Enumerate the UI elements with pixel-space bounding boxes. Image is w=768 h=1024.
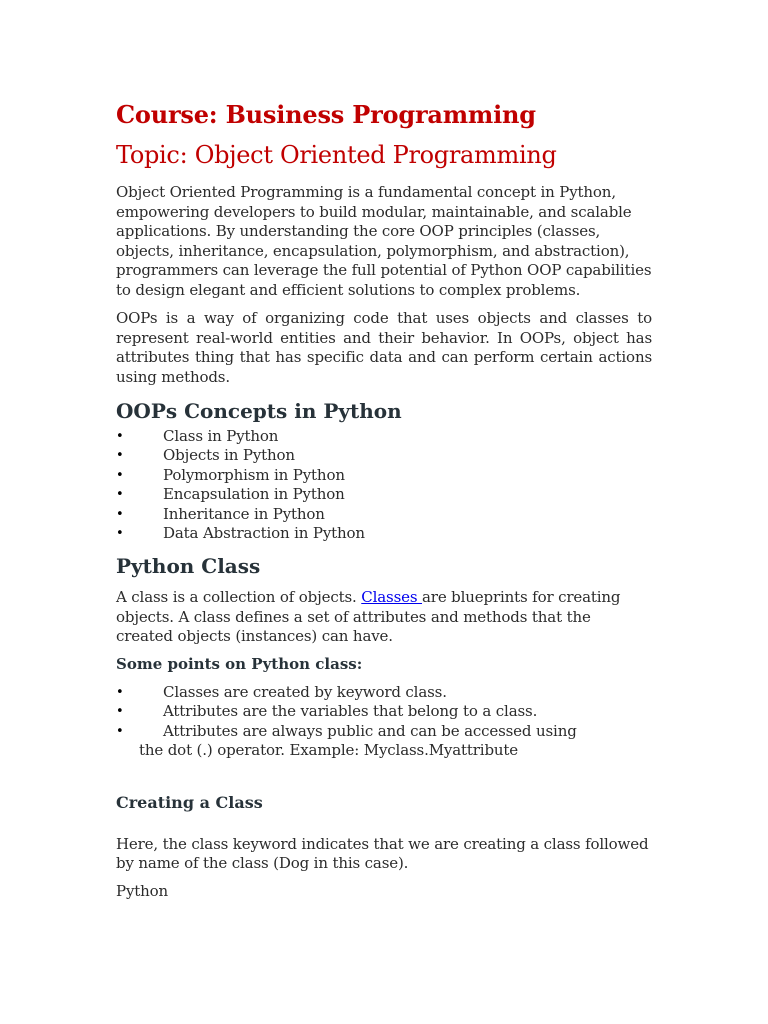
class-def-text-rest: are blueprints for creating objects. A class defines a set of attributes and methods that the created objects (instances) can have. xyxy=(116,588,621,646)
list-item-line: the dot (.) operator. Example: Myclass.Myattribute xyxy=(139,741,519,760)
some-points-heading: Some points on Python class: xyxy=(116,654,363,673)
python-label: Python xyxy=(116,881,169,900)
course-title: Course: Business Programming xyxy=(116,100,536,129)
intro-paragraph: Object Oriented Programming is a fundamental concept in Python, empowering developers to build modular, maintainable, and scalable applications. By understanding the core OOP principles (classes, objects, inheritance, encapsulation, polymorphism, and abstraction), programmers can leverage the full potential of Python OOP capabilities to design elegant and efficient solutions to complex problems. xyxy=(116,183,652,299)
list-item: • Inheritance in Python xyxy=(116,505,652,524)
list-item xyxy=(116,722,652,761)
oops-paragraph: OOPs is a way of organizing code that uses objects and classes to represent real-world entities and their behavior. In OOPs, object has attributes thing that has specific data and can perform certain actions using methods. xyxy=(116,309,652,386)
list-item: • Class in Python xyxy=(116,427,652,446)
class-definition-paragraph xyxy=(116,588,652,647)
document-page xyxy=(116,96,652,901)
python-class-heading: Python Class xyxy=(116,554,261,579)
list-item: • Classes are created by keyword class. xyxy=(116,683,652,702)
concepts-heading: OOPs Concepts in Python xyxy=(116,399,402,423)
classes-link[interactable]: Classes xyxy=(361,588,423,607)
class-def-text: A class is a collection of objects. xyxy=(116,588,362,607)
here-paragraph: Here, the class keyword indicates that we are creating a class followed by name of the class (Dog in this case). xyxy=(116,834,649,873)
creating-class-heading: Creating a Class xyxy=(116,792,263,812)
points-list xyxy=(116,683,652,761)
list-item-line: Attributes are always public and can be accessed using xyxy=(163,721,577,740)
list-item: • Encapsulation in Python xyxy=(116,485,652,504)
list-item: • Objects in Python xyxy=(116,446,652,465)
list-item: • Data Abstraction in Python xyxy=(116,524,652,543)
topic-title: Topic: Object Oriented Programming xyxy=(116,141,557,169)
list-item: • Attributes are the variables that belong to a class. xyxy=(116,702,652,721)
concepts-list xyxy=(116,427,652,543)
list-item: • Polymorphism in Python xyxy=(116,466,652,485)
